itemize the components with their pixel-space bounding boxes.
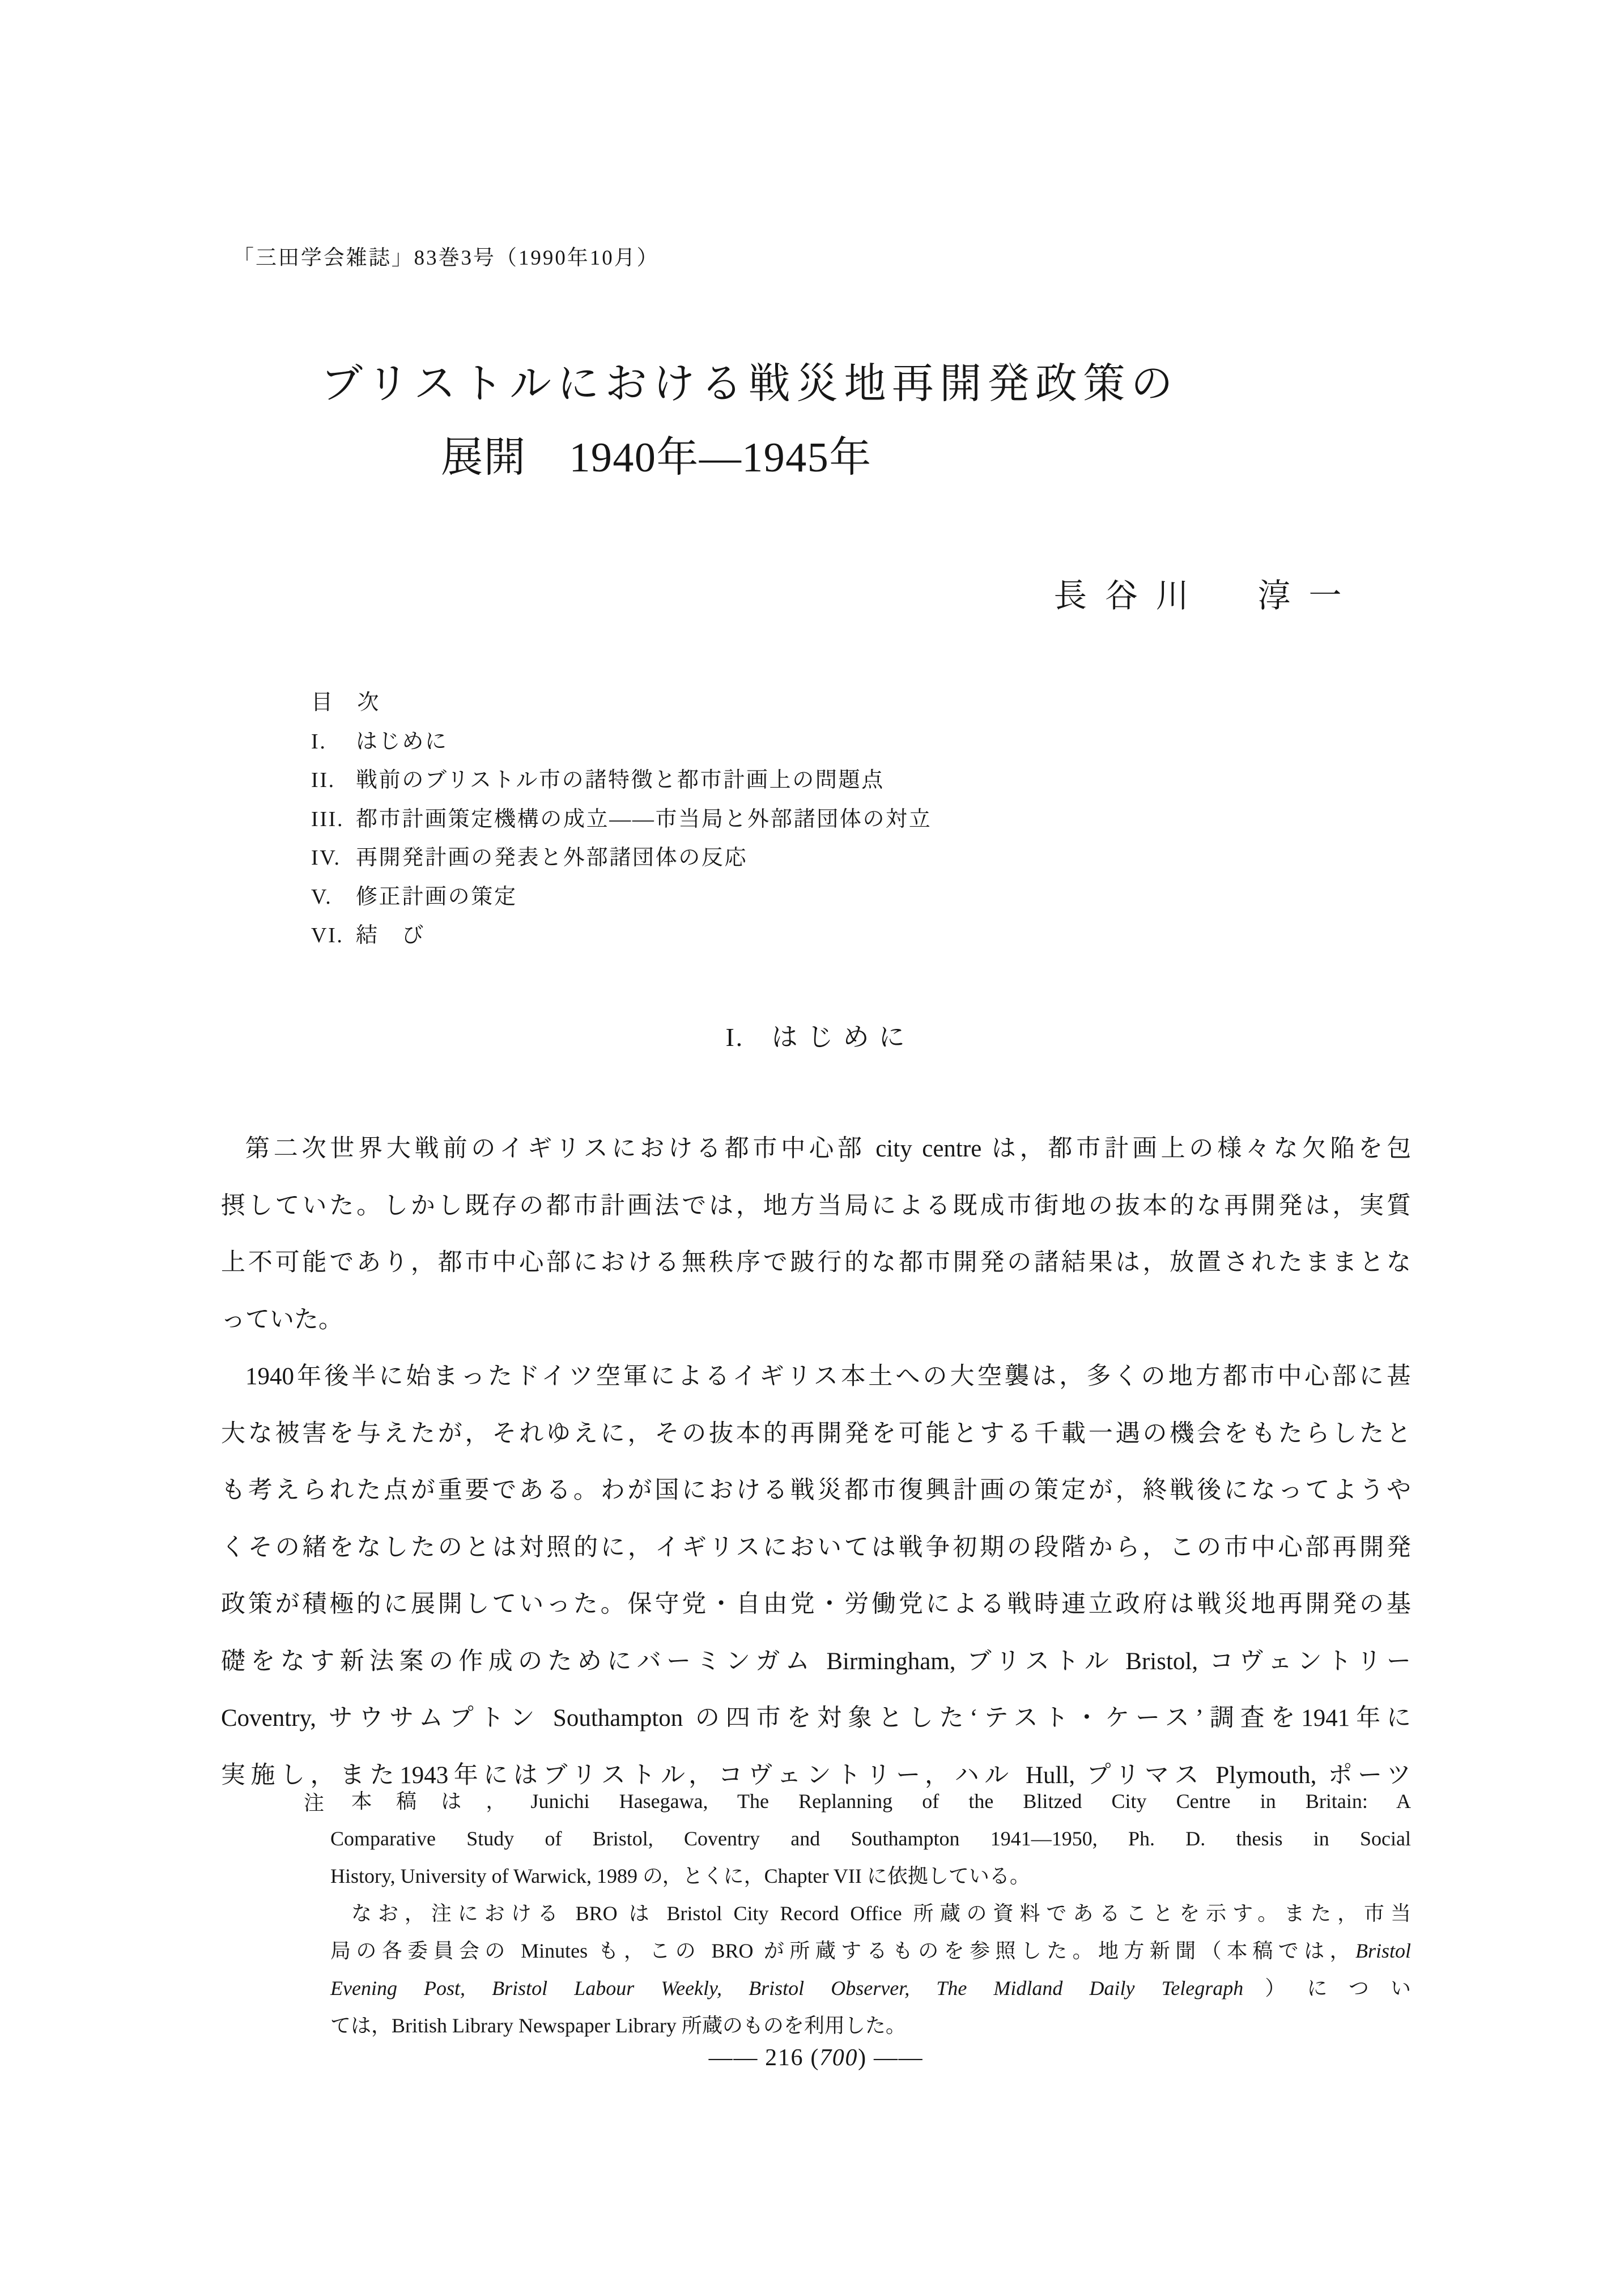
body-line: 第二次世界大戦前のイギリスにおける都市中心部 city centre は，都市計画上の様々な欠陥を包 xyxy=(245,1135,1411,1162)
plain-text: 本稿は，Junichi Hasegawa, The Replanning of the Blitzed City Centre in Britain: A xyxy=(351,1790,1411,1813)
toc-item-label: 戦前のブリストル市の諸特徴と都市計画上の問題点 xyxy=(356,768,885,792)
section-heading: I. は じ め に xyxy=(725,1023,907,1052)
journal-issue-line: 「三田学会雑誌」83巻3号（1990年10月） xyxy=(233,246,660,270)
body-text xyxy=(221,1121,1411,1804)
body-line: っていた。 xyxy=(221,1306,343,1333)
body-line: 実施し，また1943年にはブリストル，コヴェントリー，ハル Hull, プリマス Plymouth, ポーツ xyxy=(221,1762,1411,1789)
footnote-text xyxy=(330,1783,1411,2044)
toc-list xyxy=(311,722,932,955)
toc-item-number: VI. xyxy=(311,924,344,947)
footnote-label: 注 xyxy=(304,1792,325,1814)
toc-item-label: 再開発計画の発表と外部諸団体の反応 xyxy=(356,846,748,870)
toc-item-label: 都市計画策定機構の成立——市当局と外部諸団体の対立 xyxy=(356,807,932,831)
footnote-line xyxy=(330,1932,1411,1969)
page-number xyxy=(221,2044,1411,2071)
body-line: 摂していた。しかし既存の都市計画法では，地方当局による既成市街地の抜本的な再開発は，実質 xyxy=(221,1192,1411,1219)
body-line: Coventry, サウサムプトン Southampton の四市を対象とした‘テスト・ケース’調査を1941年に xyxy=(221,1705,1411,1732)
footnote-line xyxy=(330,1820,1411,1857)
plain-text: —— 216 ( xyxy=(708,2045,820,2071)
toc-item-label: 修正計画の策定 xyxy=(356,884,517,909)
plain-text: History, University of Warwick, 1989 の，とくに，Chapter VII に依拠している。 xyxy=(330,1865,1030,1887)
body-line: 1940年後半に始まったドイツ空軍によるイギリス本土への大空襲は，多くの地方都市中心部に甚 xyxy=(245,1363,1411,1390)
author-name: 長谷川 淳一 xyxy=(1054,577,1360,614)
toc-item-label: はじめに xyxy=(356,729,448,754)
italic-text: Bristol xyxy=(1355,1939,1411,1962)
toc-item xyxy=(311,916,932,955)
toc-item xyxy=(311,839,932,878)
toc-heading: 目 次 xyxy=(311,691,380,714)
footnote-line xyxy=(330,1857,1411,1895)
body-line: 大な被害を与えたが，それゆえに，その抜本的再開発を可能とする千載一遇の機会をもたらしたと xyxy=(221,1420,1411,1447)
article-title-line2: 展開 1940年—1945年 xyxy=(441,435,872,481)
body-line: 上不可能であり，都市中心部における無秩序で跛行的な都市開発の諸結果は，放置されたままとな xyxy=(221,1249,1411,1276)
toc-item-number: V. xyxy=(311,884,333,909)
body-line: 礎をなす新法案の作成のためにバーミンガム Birmingham, ブリストル Bristol, コヴェントリー xyxy=(221,1648,1411,1675)
plain-text: ) —— xyxy=(858,2045,924,2071)
plain-text: なお，注における BRO は Bristol City Record Office 所蔵の資料であることを示す。また，市当 xyxy=(351,1902,1411,1925)
plain-text: ）につい xyxy=(1243,1977,1411,2000)
footnote-line xyxy=(330,1895,1411,1932)
toc-item-number: III. xyxy=(311,807,345,831)
body-line: 政策が積極的に展開していった。保守党・自由党・労働党による戦時連立政府は戦災地再開発の基 xyxy=(221,1591,1411,1618)
toc-item xyxy=(311,800,932,839)
toc-item xyxy=(311,878,932,917)
toc-item-number: II. xyxy=(311,768,335,792)
toc-item-number: I. xyxy=(311,729,327,754)
plain-text: ては，British Library Newspaper Library 所蔵のものを利用した。 xyxy=(330,2014,906,2037)
body-line: も考えられた点が重要である。わが国における戦災都市復興計画の策定が，終戦後になってようや xyxy=(221,1477,1411,1504)
italic-text: Evening Post, Bristol Labour Weekly, Bristol Observer, The Midland Daily Telegraph xyxy=(330,1977,1244,2000)
footnote-line xyxy=(330,1783,1411,1820)
footnote-line xyxy=(330,1969,1411,2007)
footnote-line xyxy=(330,2007,1411,2044)
plain-text: 局の各委員会の Minutes も，この BRO が所蔵するものを参照した。地方新聞（本稿では， xyxy=(330,1939,1355,1962)
article-title-line1: ブリストルにおける戦災地再開発政策の xyxy=(321,361,1179,407)
table-of-contents xyxy=(311,683,932,955)
toc-item-number: IV. xyxy=(311,846,341,870)
body-line: くその緒をなしたのとは対照的に，イギリスにおいては戦争初期の段階から，この市中心部再開発 xyxy=(221,1534,1411,1561)
italic-text: 700 xyxy=(819,2045,858,2071)
toc-item xyxy=(311,761,932,800)
toc-item xyxy=(311,722,932,762)
toc-item-label: 結 び xyxy=(356,924,425,947)
plain-text: Comparative Study of Bristol, Coventry and Southampton 1941—1950, Ph. D. thesis in Social xyxy=(330,1827,1411,1850)
